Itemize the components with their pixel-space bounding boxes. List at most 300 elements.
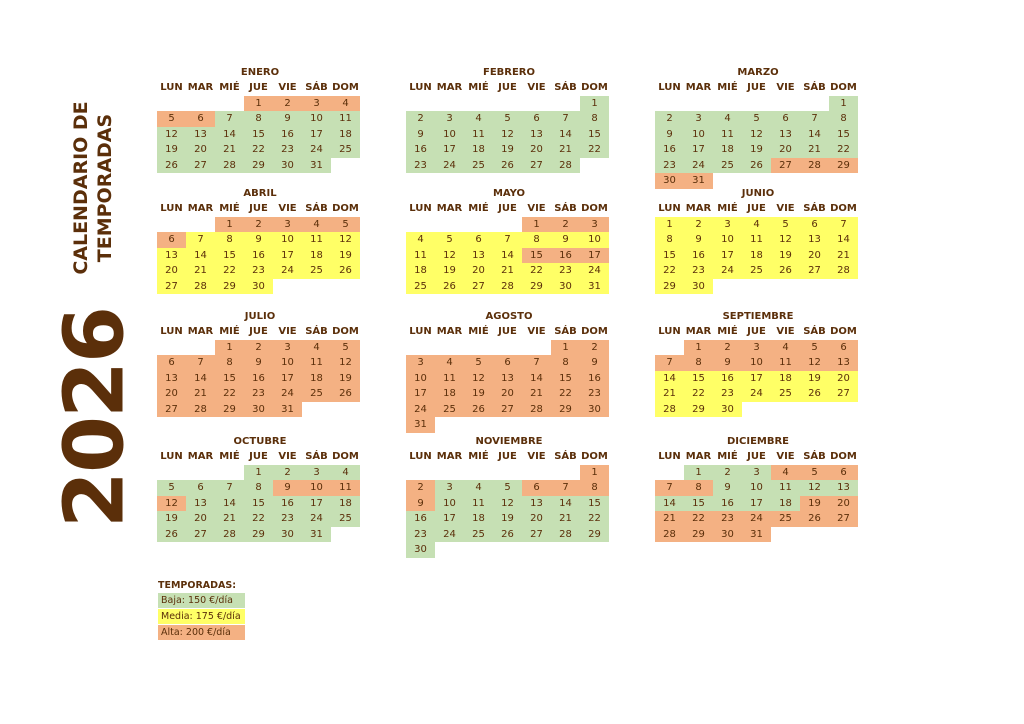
day-cell: 10 — [684, 127, 713, 143]
day-cell: 22 — [215, 263, 244, 279]
month-grid — [655, 449, 861, 542]
day-cell: 3 — [742, 465, 771, 481]
weekday-header: VIE — [527, 203, 546, 214]
day-cell: 6 — [493, 355, 522, 371]
day-cell: 19 — [493, 511, 522, 527]
day-cell: 16 — [655, 142, 684, 158]
empty-cell — [435, 340, 464, 356]
day-cell: 17 — [273, 248, 302, 264]
day-cell: 1 — [244, 465, 273, 481]
weekday-header: LUN — [409, 451, 432, 462]
day-cell: 16 — [551, 248, 580, 264]
day-cell: 4 — [435, 355, 464, 371]
day-cell: 29 — [684, 527, 713, 543]
day-cell: 7 — [493, 232, 522, 248]
day-cell: 21 — [493, 263, 522, 279]
day-cell: 23 — [713, 386, 742, 402]
weekday-header: DOM — [830, 326, 857, 337]
empty-cell — [493, 217, 522, 233]
day-cell: 30 — [273, 158, 302, 174]
weekday-header: MIÉ — [717, 451, 738, 462]
day-cell: 29 — [551, 402, 580, 418]
empty-cell — [464, 96, 493, 112]
day-cell: 1 — [522, 217, 551, 233]
day-cell: 14 — [551, 496, 580, 512]
day-cell: 4 — [302, 217, 331, 233]
day-cell: 30 — [655, 173, 684, 189]
day-cell: 11 — [464, 496, 493, 512]
day-cell: 25 — [713, 158, 742, 174]
day-cell: 24 — [742, 386, 771, 402]
weekday-header: VIE — [527, 82, 546, 93]
day-cell: 1 — [580, 465, 609, 481]
day-cell: 10 — [713, 232, 742, 248]
weekday-header: SÁB — [305, 203, 328, 214]
day-cell: 20 — [186, 511, 215, 527]
day-cell: 17 — [435, 511, 464, 527]
day-cell: 31 — [273, 402, 302, 418]
day-cell: 2 — [273, 465, 302, 481]
day-cell: 7 — [186, 355, 215, 371]
day-cell: 25 — [331, 142, 360, 158]
day-cell: 17 — [580, 248, 609, 264]
day-cell: 30 — [713, 527, 742, 543]
day-cell: 29 — [244, 158, 273, 174]
day-cell: 10 — [273, 232, 302, 248]
day-cell: 11 — [331, 111, 360, 127]
weekday-header: MIÉ — [219, 326, 240, 337]
day-cell: 15 — [829, 127, 858, 143]
weekday-header: MIÉ — [468, 203, 489, 214]
weekday-header: LUN — [160, 82, 183, 93]
weekday-header: JUE — [498, 451, 517, 462]
legend-item-media: Media: 175 €/día — [158, 609, 245, 624]
day-cell: 23 — [406, 527, 435, 543]
empty-cell — [406, 217, 435, 233]
empty-cell — [655, 340, 684, 356]
day-cell: 22 — [580, 142, 609, 158]
weekday-header: SÁB — [803, 451, 826, 462]
day-cell: 19 — [157, 511, 186, 527]
weekday-header: VIE — [527, 451, 546, 462]
day-cell: 9 — [244, 355, 273, 371]
month-grid — [157, 201, 363, 294]
day-cell: 29 — [244, 527, 273, 543]
empty-cell — [157, 217, 186, 233]
month-mayo — [406, 187, 612, 294]
weekday-header: MAR — [685, 451, 712, 462]
day-cell: 24 — [406, 402, 435, 418]
day-cell: 27 — [493, 402, 522, 418]
day-cell: 5 — [157, 111, 186, 127]
day-cell: 30 — [551, 279, 580, 295]
day-cell: 11 — [302, 355, 331, 371]
day-cell: 15 — [244, 496, 273, 512]
empty-cell — [186, 340, 215, 356]
day-cell: 26 — [771, 263, 800, 279]
day-cell: 8 — [215, 232, 244, 248]
empty-cell — [464, 465, 493, 481]
month-febrero — [406, 66, 612, 173]
empty-cell — [742, 96, 771, 112]
weekday-header: MIÉ — [219, 82, 240, 93]
day-cell: 3 — [302, 465, 331, 481]
day-cell: 10 — [435, 496, 464, 512]
day-cell: 17 — [713, 248, 742, 264]
day-cell: 2 — [580, 340, 609, 356]
weekday-header: JUE — [498, 203, 517, 214]
day-cell: 8 — [244, 111, 273, 127]
weekday-header: DOM — [581, 203, 608, 214]
day-cell: 26 — [331, 263, 360, 279]
day-cell: 26 — [742, 158, 771, 174]
day-cell: 5 — [331, 217, 360, 233]
weekday-header: VIE — [278, 203, 297, 214]
day-cell: 8 — [215, 355, 244, 371]
day-cell: 19 — [493, 142, 522, 158]
empty-cell — [493, 340, 522, 356]
day-cell: 11 — [771, 355, 800, 371]
weekday-header: SÁB — [803, 326, 826, 337]
day-cell: 22 — [829, 142, 858, 158]
day-cell: 9 — [273, 111, 302, 127]
day-cell: 17 — [273, 371, 302, 387]
day-cell: 13 — [157, 371, 186, 387]
empty-cell — [435, 465, 464, 481]
day-cell: 12 — [157, 496, 186, 512]
day-cell: 26 — [493, 527, 522, 543]
day-cell: 21 — [186, 263, 215, 279]
day-cell: 9 — [406, 127, 435, 143]
weekday-header: VIE — [776, 451, 795, 462]
day-cell: 17 — [742, 496, 771, 512]
day-cell: 6 — [829, 340, 858, 356]
day-cell: 28 — [215, 527, 244, 543]
day-cell: 24 — [273, 263, 302, 279]
weekday-header: LUN — [409, 203, 432, 214]
day-cell: 30 — [580, 402, 609, 418]
day-cell: 2 — [551, 217, 580, 233]
day-cell: 31 — [742, 527, 771, 543]
day-cell: 30 — [406, 542, 435, 558]
month-name: FEBRERO — [482, 67, 536, 78]
day-cell: 12 — [800, 355, 829, 371]
day-cell: 13 — [771, 127, 800, 143]
day-cell: 9 — [406, 496, 435, 512]
day-cell: 18 — [713, 142, 742, 158]
day-cell: 4 — [464, 480, 493, 496]
day-cell: 27 — [464, 279, 493, 295]
day-cell: 6 — [522, 111, 551, 127]
day-cell: 21 — [522, 386, 551, 402]
month-name: ABRIL — [243, 188, 277, 199]
day-cell: 18 — [742, 248, 771, 264]
day-cell: 19 — [771, 248, 800, 264]
day-cell: 22 — [580, 511, 609, 527]
empty-cell — [406, 96, 435, 112]
weekday-header: LUN — [409, 326, 432, 337]
day-cell: 4 — [302, 340, 331, 356]
day-cell: 8 — [580, 111, 609, 127]
day-cell: 29 — [655, 279, 684, 295]
day-cell: 3 — [406, 355, 435, 371]
day-cell: 12 — [493, 496, 522, 512]
day-cell: 28 — [186, 279, 215, 295]
day-cell: 7 — [655, 355, 684, 371]
day-cell: 17 — [742, 371, 771, 387]
day-cell: 21 — [655, 511, 684, 527]
day-cell: 8 — [655, 232, 684, 248]
empty-cell — [522, 340, 551, 356]
weekday-header: JUE — [249, 451, 268, 462]
empty-cell — [215, 465, 244, 481]
day-cell: 19 — [435, 263, 464, 279]
day-cell: 23 — [244, 263, 273, 279]
day-cell: 25 — [331, 511, 360, 527]
day-cell: 14 — [186, 248, 215, 264]
day-cell: 4 — [771, 465, 800, 481]
day-cell: 9 — [273, 480, 302, 496]
day-cell: 10 — [435, 127, 464, 143]
empty-cell — [435, 217, 464, 233]
day-cell: 25 — [464, 527, 493, 543]
day-cell: 1 — [684, 465, 713, 481]
day-cell: 29 — [580, 527, 609, 543]
empty-cell — [493, 96, 522, 112]
day-cell: 3 — [273, 340, 302, 356]
day-cell: 6 — [186, 111, 215, 127]
empty-cell — [522, 96, 551, 112]
weekday-header: MAR — [685, 326, 712, 337]
day-cell: 8 — [522, 232, 551, 248]
month-name: DICIEMBRE — [726, 436, 790, 447]
day-cell: 12 — [771, 232, 800, 248]
day-cell: 23 — [244, 386, 273, 402]
day-cell: 18 — [771, 371, 800, 387]
month-name: OCTUBRE — [233, 436, 287, 447]
day-cell: 4 — [464, 111, 493, 127]
month-grid — [655, 80, 861, 189]
day-cell: 25 — [435, 402, 464, 418]
day-cell: 19 — [742, 142, 771, 158]
day-cell: 3 — [580, 217, 609, 233]
weekday-header: MIÉ — [468, 451, 489, 462]
day-cell: 7 — [186, 232, 215, 248]
legend-title: TEMPORADAS: — [158, 580, 237, 591]
day-cell: 7 — [551, 111, 580, 127]
weekday-header: DOM — [581, 82, 608, 93]
weekday-header: MIÉ — [219, 203, 240, 214]
empty-cell — [771, 96, 800, 112]
month-name: NOVIEMBRE — [475, 436, 543, 447]
weekday-header: DOM — [581, 326, 608, 337]
day-cell: 28 — [829, 263, 858, 279]
day-cell: 18 — [302, 371, 331, 387]
day-cell: 3 — [684, 111, 713, 127]
empty-cell — [464, 340, 493, 356]
weekday-header: LUN — [160, 451, 183, 462]
weekday-header: SÁB — [554, 82, 577, 93]
empty-cell — [713, 96, 742, 112]
day-cell: 11 — [406, 248, 435, 264]
day-cell: 27 — [157, 402, 186, 418]
empty-cell — [435, 96, 464, 112]
day-cell: 1 — [551, 340, 580, 356]
day-cell: 10 — [302, 480, 331, 496]
month-name: SEPTIEMBRE — [722, 311, 794, 322]
month-grid — [157, 449, 363, 542]
day-cell: 14 — [186, 371, 215, 387]
day-cell: 13 — [186, 127, 215, 143]
day-cell: 16 — [713, 496, 742, 512]
weekday-header: LUN — [409, 82, 432, 93]
day-cell: 5 — [464, 355, 493, 371]
day-cell: 25 — [302, 386, 331, 402]
day-cell: 9 — [684, 232, 713, 248]
day-cell: 31 — [406, 417, 435, 433]
day-cell: 23 — [273, 511, 302, 527]
day-cell: 8 — [244, 480, 273, 496]
day-cell: 12 — [331, 232, 360, 248]
weekday-header: MAR — [187, 326, 214, 337]
day-cell: 14 — [522, 371, 551, 387]
day-cell: 14 — [800, 127, 829, 143]
day-cell: 25 — [742, 263, 771, 279]
month-grid — [157, 80, 363, 173]
year-text: 2026 — [47, 307, 143, 529]
weekday-header: SÁB — [554, 451, 577, 462]
day-cell: 25 — [406, 279, 435, 295]
weekday-header: LUN — [658, 82, 681, 93]
empty-cell — [655, 96, 684, 112]
day-cell: 9 — [713, 355, 742, 371]
empty-cell — [522, 465, 551, 481]
day-cell: 8 — [684, 355, 713, 371]
day-cell: 14 — [551, 127, 580, 143]
day-cell: 15 — [655, 248, 684, 264]
day-cell: 27 — [186, 527, 215, 543]
calendar-title-line-2: TEMPORADAS — [94, 113, 116, 263]
day-cell: 29 — [829, 158, 858, 174]
day-cell: 28 — [655, 402, 684, 418]
day-cell: 24 — [742, 511, 771, 527]
day-cell: 9 — [580, 355, 609, 371]
day-cell: 10 — [580, 232, 609, 248]
day-cell: 16 — [713, 371, 742, 387]
day-cell: 7 — [829, 217, 858, 233]
weekday-header: MIÉ — [468, 326, 489, 337]
month-grid — [655, 201, 861, 294]
day-cell: 4 — [742, 217, 771, 233]
legend-item-alta: Alta: 200 €/día — [158, 625, 245, 640]
day-cell: 25 — [464, 158, 493, 174]
empty-cell — [157, 340, 186, 356]
day-cell: 2 — [655, 111, 684, 127]
day-cell: 22 — [684, 386, 713, 402]
day-cell: 20 — [464, 263, 493, 279]
day-cell: 27 — [829, 511, 858, 527]
day-cell: 29 — [215, 402, 244, 418]
day-cell: 7 — [800, 111, 829, 127]
weekday-header: VIE — [278, 451, 297, 462]
day-cell: 26 — [464, 402, 493, 418]
day-cell: 19 — [157, 142, 186, 158]
weekday-header: JUE — [747, 203, 766, 214]
day-cell: 5 — [493, 111, 522, 127]
day-cell: 1 — [829, 96, 858, 112]
day-cell: 13 — [522, 127, 551, 143]
weekday-header: DOM — [332, 326, 359, 337]
empty-cell — [800, 96, 829, 112]
day-cell: 1 — [655, 217, 684, 233]
day-cell: 3 — [302, 96, 331, 112]
day-cell: 21 — [800, 142, 829, 158]
month-noviembre — [406, 435, 612, 558]
weekday-header: JUE — [498, 326, 517, 337]
day-cell: 10 — [273, 355, 302, 371]
day-cell: 31 — [302, 158, 331, 174]
month-name: JULIO — [244, 311, 276, 322]
day-cell: 14 — [215, 127, 244, 143]
day-cell: 20 — [522, 511, 551, 527]
month-septiembre — [655, 310, 861, 417]
weekday-header: JUE — [747, 451, 766, 462]
day-cell: 23 — [551, 263, 580, 279]
day-cell: 11 — [713, 127, 742, 143]
day-cell: 17 — [302, 127, 331, 143]
weekday-header: VIE — [278, 82, 297, 93]
day-cell: 12 — [742, 127, 771, 143]
month-abril — [157, 187, 363, 294]
weekday-header: LUN — [658, 451, 681, 462]
day-cell: 2 — [406, 111, 435, 127]
weekday-header: MIÉ — [717, 82, 738, 93]
day-cell: 3 — [742, 340, 771, 356]
weekday-header: VIE — [776, 203, 795, 214]
day-cell: 13 — [186, 496, 215, 512]
day-cell: 1 — [580, 96, 609, 112]
day-cell: 4 — [331, 465, 360, 481]
day-cell: 11 — [742, 232, 771, 248]
day-cell: 9 — [551, 232, 580, 248]
month-name: JUNIO — [741, 188, 775, 199]
day-cell: 8 — [580, 480, 609, 496]
weekday-header: SÁB — [305, 451, 328, 462]
month-agosto — [406, 310, 612, 433]
day-cell: 22 — [244, 142, 273, 158]
weekday-header: MAR — [436, 82, 463, 93]
month-junio — [655, 187, 861, 294]
day-cell: 22 — [684, 511, 713, 527]
weekday-header: SÁB — [305, 326, 328, 337]
month-grid — [406, 201, 612, 294]
day-cell: 3 — [435, 480, 464, 496]
day-cell: 5 — [771, 217, 800, 233]
day-cell: 18 — [464, 511, 493, 527]
day-cell: 3 — [713, 217, 742, 233]
day-cell: 23 — [273, 142, 302, 158]
day-cell: 10 — [406, 371, 435, 387]
day-cell: 13 — [522, 496, 551, 512]
day-cell: 26 — [157, 527, 186, 543]
day-cell: 30 — [684, 279, 713, 295]
day-cell: 2 — [406, 480, 435, 496]
day-cell: 17 — [302, 496, 331, 512]
weekday-header: JUE — [747, 326, 766, 337]
day-cell: 7 — [655, 480, 684, 496]
day-cell: 23 — [655, 158, 684, 174]
legend-item-baja: Baja: 150 €/día — [158, 593, 245, 608]
